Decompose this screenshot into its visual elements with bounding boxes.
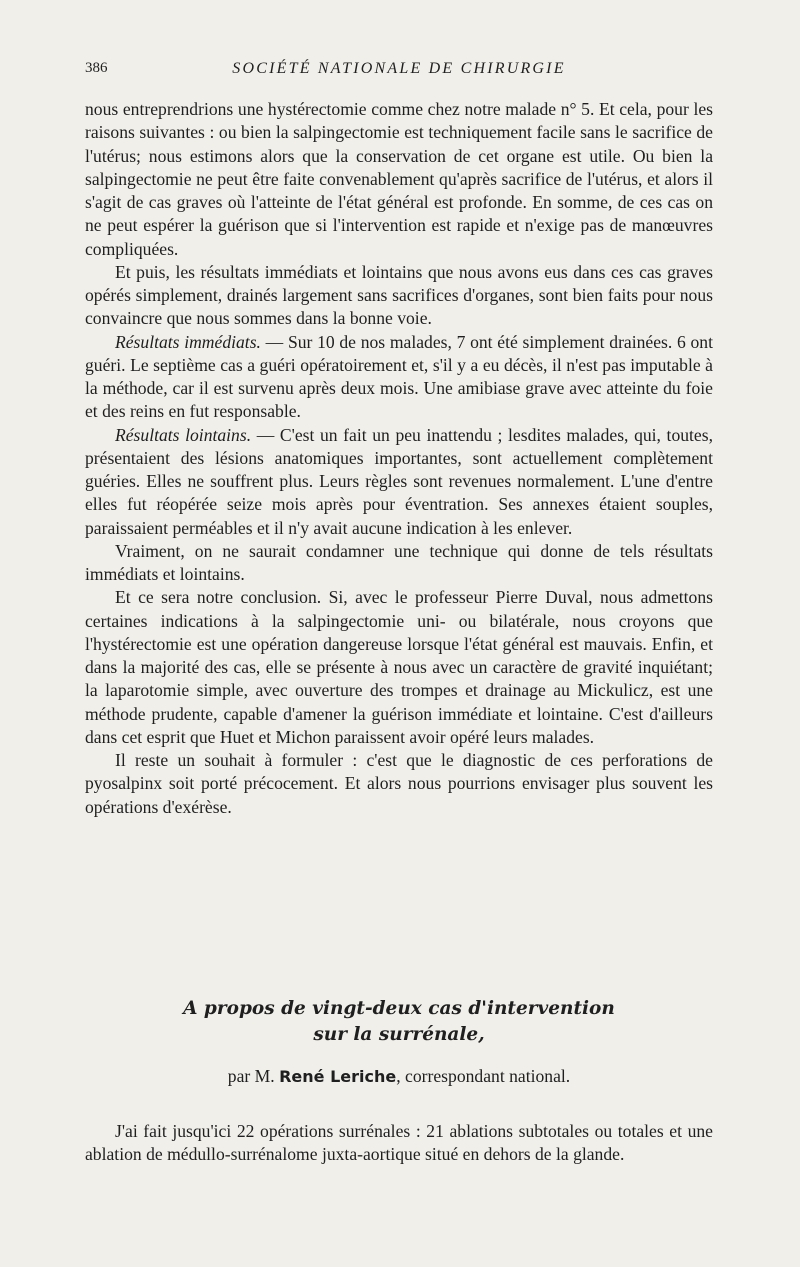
- running-title: SOCIÉTÉ NATIONALE DE CHIRURGIE: [232, 60, 566, 77]
- paragraph-continued: nous entreprendrions une hystérectomie comme chez notre malade n° 5. Et cela, pour les raisons suivantes : ou bien la salpingectomie est techniquement facile sans le sacrifice de l'utérus; nous estimons alors que la conservation de cet organe est utile. Ou bien la salpingectomie ne peut être faite convenablement qu'après sacrifice de l'utérus, et alors il s'agit de cas graves où l'atteinte de l'état général est profonde. En somme, de ces cas on ne peut espérer la guérison que si l'intervention est rapide et n'exige pas de manœuvres compliquées.: [85, 99, 713, 259]
- paragraph-immediate-results: Résultats immédiats. — Sur 10 de nos malades, 7 ont été simplement drainées. 6 ont guéri. Le septième cas a guéri opératoirement et, s'il y a eu décès, il n'est pas imputable à la méthode, car il est survenu après deux mois. Une amibiase grave avec atteinte du foie et des reins en fut responsable.: [85, 331, 713, 422]
- page-number: 386: [85, 60, 108, 76]
- paragraph-lead: Résultats lointains.: [115, 424, 252, 445]
- paragraph-long-term-results: Résultats lointains. — C'est un fait un peu inattendu ; lesdites malades, qui, toutes, présentaient des lésions anatomiques importantes, sont actuellement complètement guéries. Elles ne souffrent plus. Leurs règles sont revenues normalement. L'une d'entre elles fut réopérée seize mois après pour éventration. Ses annexes étaient souples, paraissaient perméables et il n'y avait aucune indication à les enlever.: [85, 424, 713, 538]
- paragraph: J'ai fait jusqu'ici 22 opérations surrénales : 21 ablations subtotales ou totales et une ablation de médullo-surrénalome juxta-aortique situé en dehors de la glande.: [85, 1121, 713, 1165]
- paragraph: Et puis, les résultats immédiats et lointains que nous avons eus dans ces cas graves opérés simplement, drainés largement sans sacrifices d'organes, sont bien faits pour nous convaincre que nous sommes dans la bonne voie.: [85, 261, 713, 329]
- article-body: [85, 98, 713, 819]
- paragraph: Il reste un souhait à formuler : c'est que le diagnostic de ces perforations de pyosalpinx soit porté précocement. Et alors nous pourrions envisager plus souvent les opérations d'exérèse.: [85, 750, 713, 817]
- paragraph-conclusion: Et ce sera notre conclusion. Si, avec le professeur Pierre Duval, nous admettons certaines indications à la salpingectomie uni- ou bilatérale, nous croyons que l'hystérectomie est une opération dangereuse lorsque l'état général est mauvais. Enfin, et dans la majorité des cas, elle se présente à nous avec un caractère de gravité inquiétant; la laparotomie simple, avec ouverture des trompes et drainage au Mickulicz, est une méthode prudente, capable d'amener la guérison immédiate et lointaine. C'est d'ailleurs dans cet esprit que Huet et Michon paraissent avoir opéré leurs malades.: [85, 587, 713, 747]
- section-title: [85, 996, 713, 1048]
- byline: par M. René Leriche, correspondant national.: [227, 1066, 571, 1086]
- section-title-line: A propos de vingt-deux cas d'intervention: [183, 998, 615, 1019]
- paragraph-lead: Résultats immédiats.: [115, 331, 261, 352]
- author-name: René Leriche: [279, 1067, 397, 1086]
- page-header: [85, 60, 713, 84]
- section-title-line: sur la surrénale,: [313, 1024, 485, 1045]
- paragraph: Vraiment, on ne saurait condamner une technique qui donne de tels résultats immédiats et lointains.: [85, 540, 713, 584]
- section-intro: [85, 1120, 713, 1167]
